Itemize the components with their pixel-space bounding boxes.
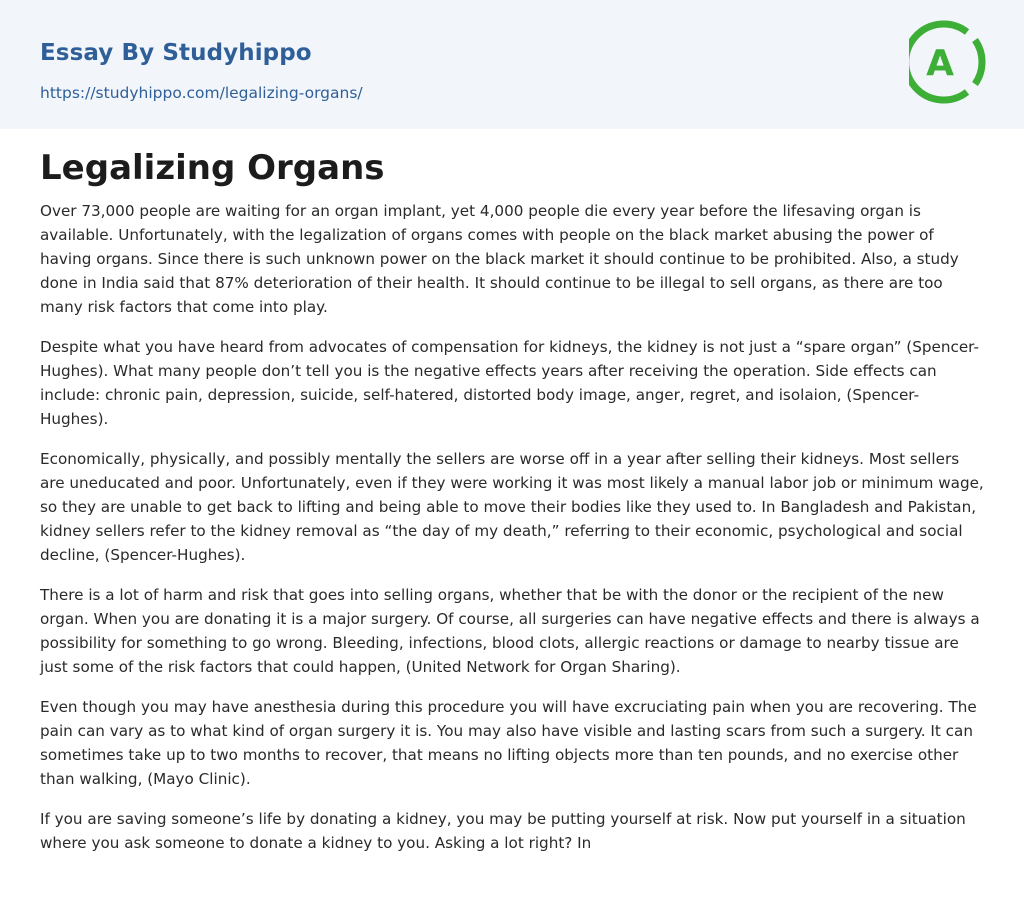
article-paragraph: If you are saving someone’s life by donating a kidney, you may be putting yourself at risk. Now put yourself in a situation where you ask someone to donate a kidney to you. Asking a lot right? In [40, 810, 966, 852]
article-content [40, 146, 986, 871]
essay-url-link[interactable]: https://studyhippo.com/legalizing-organs/ [40, 84, 363, 102]
article-paragraph: Even though you may have anesthesia during this procedure you will have excruciating pain when you are recovering. The pain can vary as to what kind of organ surgery it is. You may also have visible and lasting scars from such a surgery. It can sometimes take up to two months to recover, that means no lifting objects more than ten pounds, and no exercise other than walking, (Mayo Clinic). [40, 698, 977, 788]
logo-letter: A [926, 43, 954, 84]
article-title: Legalizing Organs [40, 148, 385, 188]
studyhippo-logo-icon[interactable] [909, 18, 987, 106]
brand-title[interactable]: Essay By Studyhippo [40, 40, 312, 66]
logo-ring-right [975, 40, 982, 84]
article-paragraph: There is a lot of harm and risk that goes into selling organs, whether that be with the donor or the recipient of the new organ. When you are donating it is a major surgery. Of course, all surgeries can have negative effects and there is always a possibility for something to go wrong. Bleeding, infections, blood clots, allergic reactions or damage to nearby tissue are just some of the risk factors that could happen, (United Network for Organ Sharing). [40, 586, 980, 676]
article-paragraph: Over 73,000 people are waiting for an organ implant, yet 4,000 people die every year before the lifesaving organ is available. Unfortunately, with the legalization of organs comes with people on the black market abusing the power of having organs. Since there is such unknown power on the black market it should continue to be prohibited. Also, a study done in India said that 87% deterioration of their health. It should continue to be illegal to sell organs, as there are too many risk factors that come into play. [40, 202, 959, 316]
page-header [0, 0, 1024, 129]
article-paragraph: Despite what you have heard from advocates of compensation for kidneys, the kidney is not just a “spare organ” (Spencer-Hughes). What many people don’t tell you is the negative effects years after receiving the operation. Side effects can include: chronic pain, depression, suicide, self-hatered, distorted body image, anger, regret, and isolaion, (Spencer- Hughes). [40, 338, 979, 428]
article-paragraph: Economically, physically, and possibly mentally the sellers are worse off in a year after selling their kidneys. Most sellers are uneducated and poor. Unfortunately, even if they were working it was most likely a manual labor job or minimum wage, so they are unable to get back to lifting and being able to move their bodies like they used to. In Bangladesh and Pakistan, kidney sellers refer to the kidney removal as “the day of my death,” referring to their economic, psychological and social decline, (Spencer-Hughes). [40, 450, 984, 564]
